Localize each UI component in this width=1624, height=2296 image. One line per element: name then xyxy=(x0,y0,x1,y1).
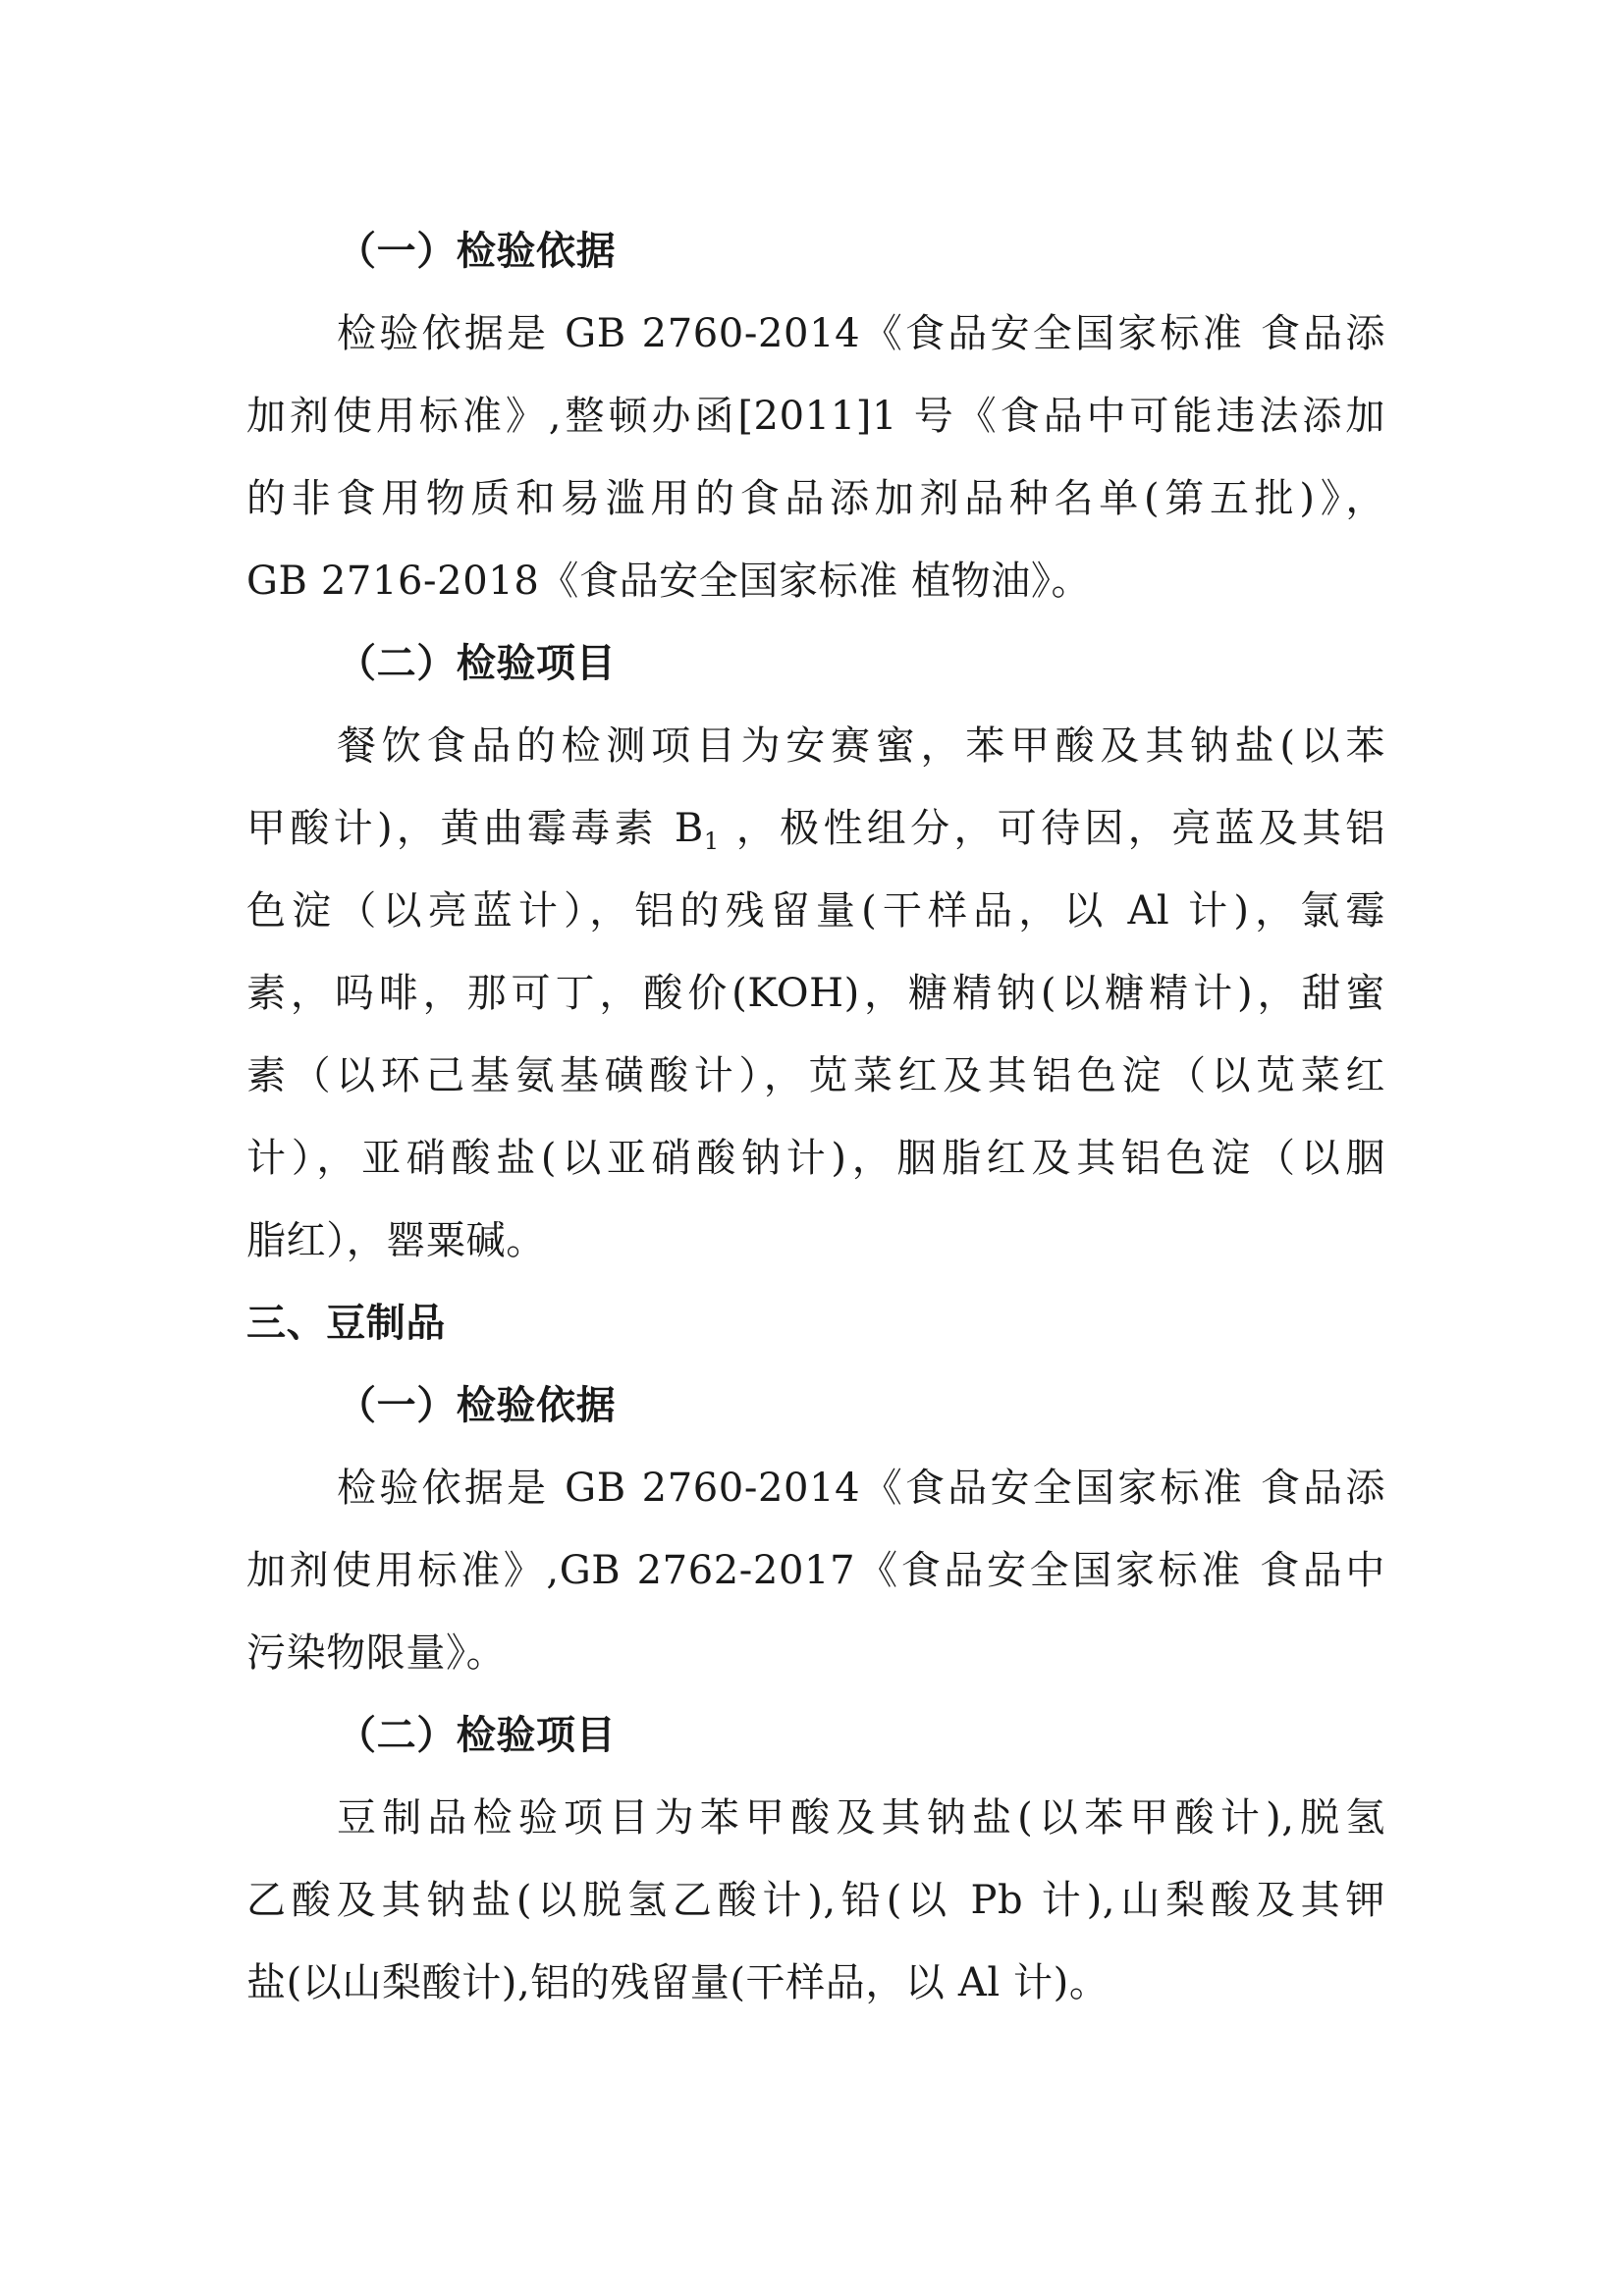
paragraph-line: 检验依据是 GB 2760-2014《食品安全国家标准 食品添 xyxy=(337,1466,1385,1511)
chapter-heading: 三、豆制品 xyxy=(246,1301,446,1346)
paragraph-line: 餐饮食品的检测项目为安赛蜜，苯甲酸及其钠盐(以苯 xyxy=(337,723,1385,769)
section-heading-items: （二）检验项目 xyxy=(337,641,617,686)
paragraph-line: 脂红），罂粟碱。 xyxy=(246,1218,546,1263)
section-heading-items: （二）检验项目 xyxy=(337,1713,617,1758)
section-heading-basis: （一）检验依据 xyxy=(337,229,617,274)
text-segment: ，极性组分，可待因，亮蓝及其铝 xyxy=(719,806,1385,851)
paragraph-line: 素，吗啡，那可丁，酸价(KOH)，糖精钠(以糖精计)，甜蜜 xyxy=(246,971,1385,1016)
subscript: 1 xyxy=(703,828,720,855)
paragraph-line: 加剂使用标准》,GB 2762-2017《食品安全国家标准 食品中 xyxy=(246,1548,1385,1593)
paragraph-line: 污染物限量》。 xyxy=(246,1630,507,1676)
document-body xyxy=(246,210,1385,2024)
section-heading-basis: （一）检验依据 xyxy=(337,1383,617,1428)
paragraph-line: 色淀（以亮蓝计），铝的残留量(干样品，以 Al 计)，氯霉 xyxy=(246,888,1385,934)
paragraph-line: GB 2716-2018《食品安全国家标准 植物油》。 xyxy=(246,559,1092,604)
paragraph-line: 的非食用物质和易滥用的食品添加剂品种名单(第五批)》， xyxy=(246,476,1385,521)
paragraph-line-with-subscript xyxy=(246,787,1385,870)
paragraph-line: 盐(以山梨酸计),铝的残留量(干样品，以 Al 计)。 xyxy=(246,1960,1110,2005)
paragraph-line: 乙酸及其钠盐(以脱氢乙酸计),铅(以 Pb 计),山梨酸及其钾 xyxy=(246,1878,1385,1923)
paragraph-line: 计），亚硝酸盐(以亚硝酸钠计)，胭脂红及其铝色淀（以胭 xyxy=(246,1136,1385,1181)
text-segment: 甲酸计)，黄曲霉毒素 B xyxy=(246,806,704,851)
paragraph-line: 检验依据是 GB 2760-2014《食品安全国家标准 食品添 xyxy=(337,311,1385,356)
paragraph-line: 豆制品检验项目为苯甲酸及其钠盐(以苯甲酸计),脱氢 xyxy=(337,1795,1385,1841)
paragraph-line: 素（以环己基氨基磺酸计），苋菜红及其铝色淀（以苋菜红 xyxy=(246,1053,1385,1098)
paragraph-line: 加剂使用标准》,整顿办函[2011]1 号《食品中可能违法添加 xyxy=(246,394,1385,439)
